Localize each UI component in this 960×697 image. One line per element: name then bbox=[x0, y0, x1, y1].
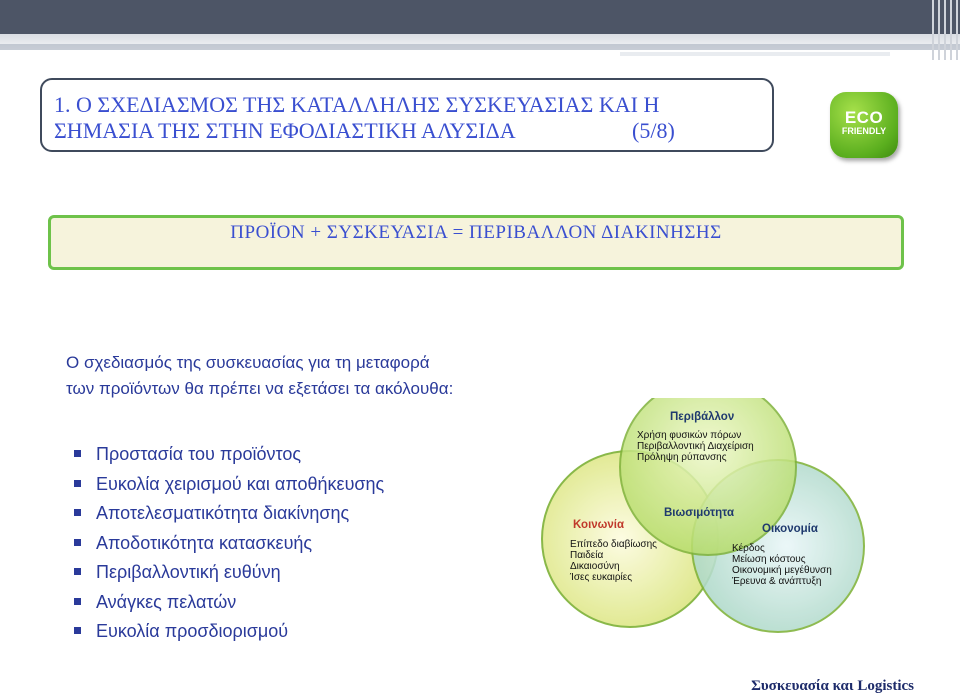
list-item-text: Ευκολία προσδιορισμού bbox=[96, 621, 289, 641]
society-item: Παιδεία bbox=[570, 550, 604, 561]
page-indicator: (5/8) bbox=[632, 118, 675, 143]
square-bullet-icon bbox=[74, 480, 81, 487]
slide-title-box bbox=[40, 78, 774, 152]
list-item bbox=[74, 617, 384, 647]
logo-subtext: FRIENDLY bbox=[841, 126, 887, 136]
sustainability-venn-diagram bbox=[540, 398, 880, 633]
list-item-text: Περιβαλλοντική ευθύνη bbox=[96, 562, 281, 582]
intro-line-1: Ο σχεδιασμός της συσκευασίας για τη μεταφορά bbox=[66, 353, 430, 372]
list-item-text: Προστασία του προϊόντος bbox=[96, 444, 302, 464]
list-item bbox=[74, 529, 384, 559]
list-item bbox=[74, 440, 384, 470]
footer-text: Συσκευασία και Logistics bbox=[751, 678, 914, 694]
list-item-text: Αποδοτικότητα κατασκευής bbox=[96, 532, 313, 553]
formula-text: ΠΡΟΪΟΝ + ΣΥΣΚΕΥΑΣΙΑ = ΠΕΡΙΒΑΛΛΟΝ ΔΙΑΚΙΝΗΣΗΣ bbox=[230, 222, 722, 243]
square-bullet-icon bbox=[74, 509, 81, 516]
environment-item: Χρήση φυσικών πόρων bbox=[637, 430, 742, 441]
economy-item: Μείωση κόστους bbox=[732, 554, 806, 565]
eco-friendly-logo bbox=[830, 92, 898, 158]
economy-title: Οικονομία bbox=[762, 523, 818, 535]
list-item bbox=[74, 588, 384, 618]
list-item-text: Αποτελεσματικότητα διακίνησης bbox=[96, 503, 350, 523]
square-bullet-icon bbox=[74, 539, 81, 546]
square-bullet-icon bbox=[74, 598, 81, 605]
square-bullet-icon bbox=[74, 568, 81, 575]
slide-title-line-1: 1. Ο ΣΧΕΔΙΑΣΜΟΣ ΤΗΣ ΚΑΤΑΛΛΗΛΗΣ ΣΥΣΚΕΥΑΣΙΑΣ ΚΑΙ Η bbox=[54, 92, 660, 117]
list-item bbox=[74, 499, 384, 529]
economy-item: Κέρδος bbox=[732, 543, 765, 554]
society-item: Ίσες ευκαιρίες bbox=[570, 572, 633, 583]
environment-title: Περιβάλλον bbox=[670, 411, 735, 423]
sustainability-center-label: Βιωσιμότητα bbox=[664, 507, 735, 519]
intro-paragraph bbox=[66, 350, 453, 402]
environment-item: Περιβαλλοντική Διαχείριση bbox=[637, 441, 754, 452]
list-item-text: Ανάγκες πελατών bbox=[96, 591, 237, 612]
intro-line-2: των προϊόντων θα πρέπει να εξετάσει τα ακόλουθα: bbox=[66, 379, 454, 398]
square-bullet-icon bbox=[74, 627, 81, 634]
economy-item: Έρευνα & ανάπτυξη bbox=[732, 576, 822, 587]
formula-box bbox=[48, 215, 904, 270]
top-banner bbox=[0, 0, 960, 34]
top-banner-highlight bbox=[620, 52, 890, 56]
decorative-edge-lines bbox=[930, 0, 960, 60]
society-title: Κοινωνία bbox=[573, 519, 625, 531]
square-bullet-icon bbox=[74, 450, 81, 457]
slide-title bbox=[54, 92, 659, 144]
society-item: Επίπεδο διαβίωσης bbox=[570, 539, 657, 550]
list-item bbox=[74, 470, 384, 500]
top-banner-strip bbox=[0, 44, 960, 50]
environment-item: Πρόληψη ρύπανσης bbox=[637, 452, 727, 463]
society-item: Δικαιοσύνη bbox=[570, 561, 620, 572]
bullet-list bbox=[74, 440, 384, 647]
logo-text: ECO bbox=[844, 108, 884, 127]
economy-item: Οικονομική μεγέθυνση bbox=[732, 565, 832, 576]
slide-title-line-2: ΣΗΜΑΣΙΑ ΤΗΣ ΣΤΗΝ ΕΦΟΔΙΑΣΤΙΚΗ ΑΛΥΣΙΔΑ bbox=[54, 118, 516, 143]
list-item bbox=[74, 558, 384, 588]
list-item-text: Ευκολία χειρισμού και αποθήκευσης bbox=[96, 473, 385, 494]
